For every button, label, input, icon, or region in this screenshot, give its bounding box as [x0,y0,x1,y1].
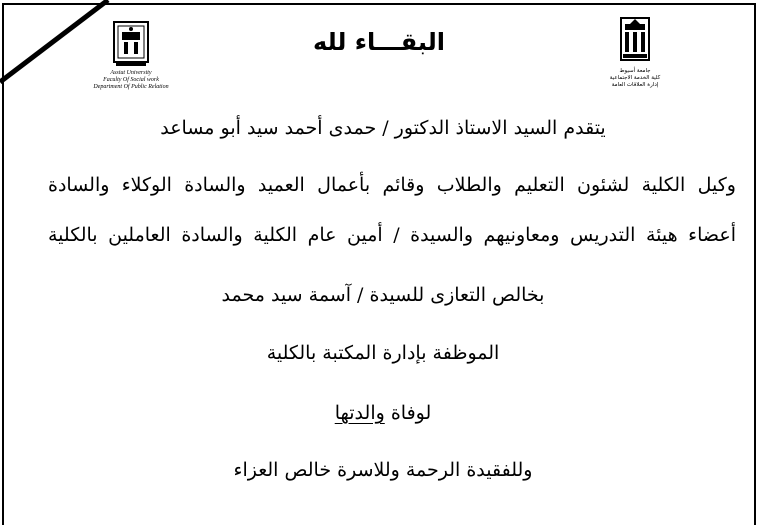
deceased-line [20,402,746,424]
logo-caption-line-2: Faculty Of Social work [103,77,159,83]
recipient-position-line: الموظفة بإدارة المكتبة بالكلية [266,342,500,364]
university-seal-icon [112,20,150,68]
closing-line: وللفقيدة الرحمة وللاسرة خالص العزاء [233,459,533,481]
deceased-prefix: لوفاة [384,402,432,424]
university-seal-icon [618,16,652,66]
logo-caption-line-3: إدارة العلاقات العامة [611,82,659,88]
logo-caption-line-3: Department Of Public Relation [93,84,169,90]
condolence-body-line-1: وكيل الكلية لشئون التعليم والطلاب وقائم بأعمال العميد والسادة الوكلاء والسادة [48,174,736,196]
logo-caption-line-2: كلية الخدمة الاجتماعية [609,75,661,81]
deceased-relation: والدتها [334,402,385,424]
condolence-body-line-2: أعضاء هيئة التدريس ومعاونيهم والسيدة / أمين عام الكلية والسادة العاملين بالكلية [48,224,736,246]
logo-caption-line-1: Assiut University [110,70,152,76]
condolence-recipient-line: بخالص التعازى للسيدة / آسمة سيد محمد [221,284,545,306]
faculty-logo-right [595,16,675,89]
logo-caption-line-1: جامعة أسيوط [619,68,651,74]
page-title: البقـــاء لله [313,28,445,56]
faculty-logo-left [76,20,186,91]
condolence-sender-line: يتقدم السيد الاستاذ الدكتور / حمدى أحمد سيد أبو مساعد [160,117,606,139]
